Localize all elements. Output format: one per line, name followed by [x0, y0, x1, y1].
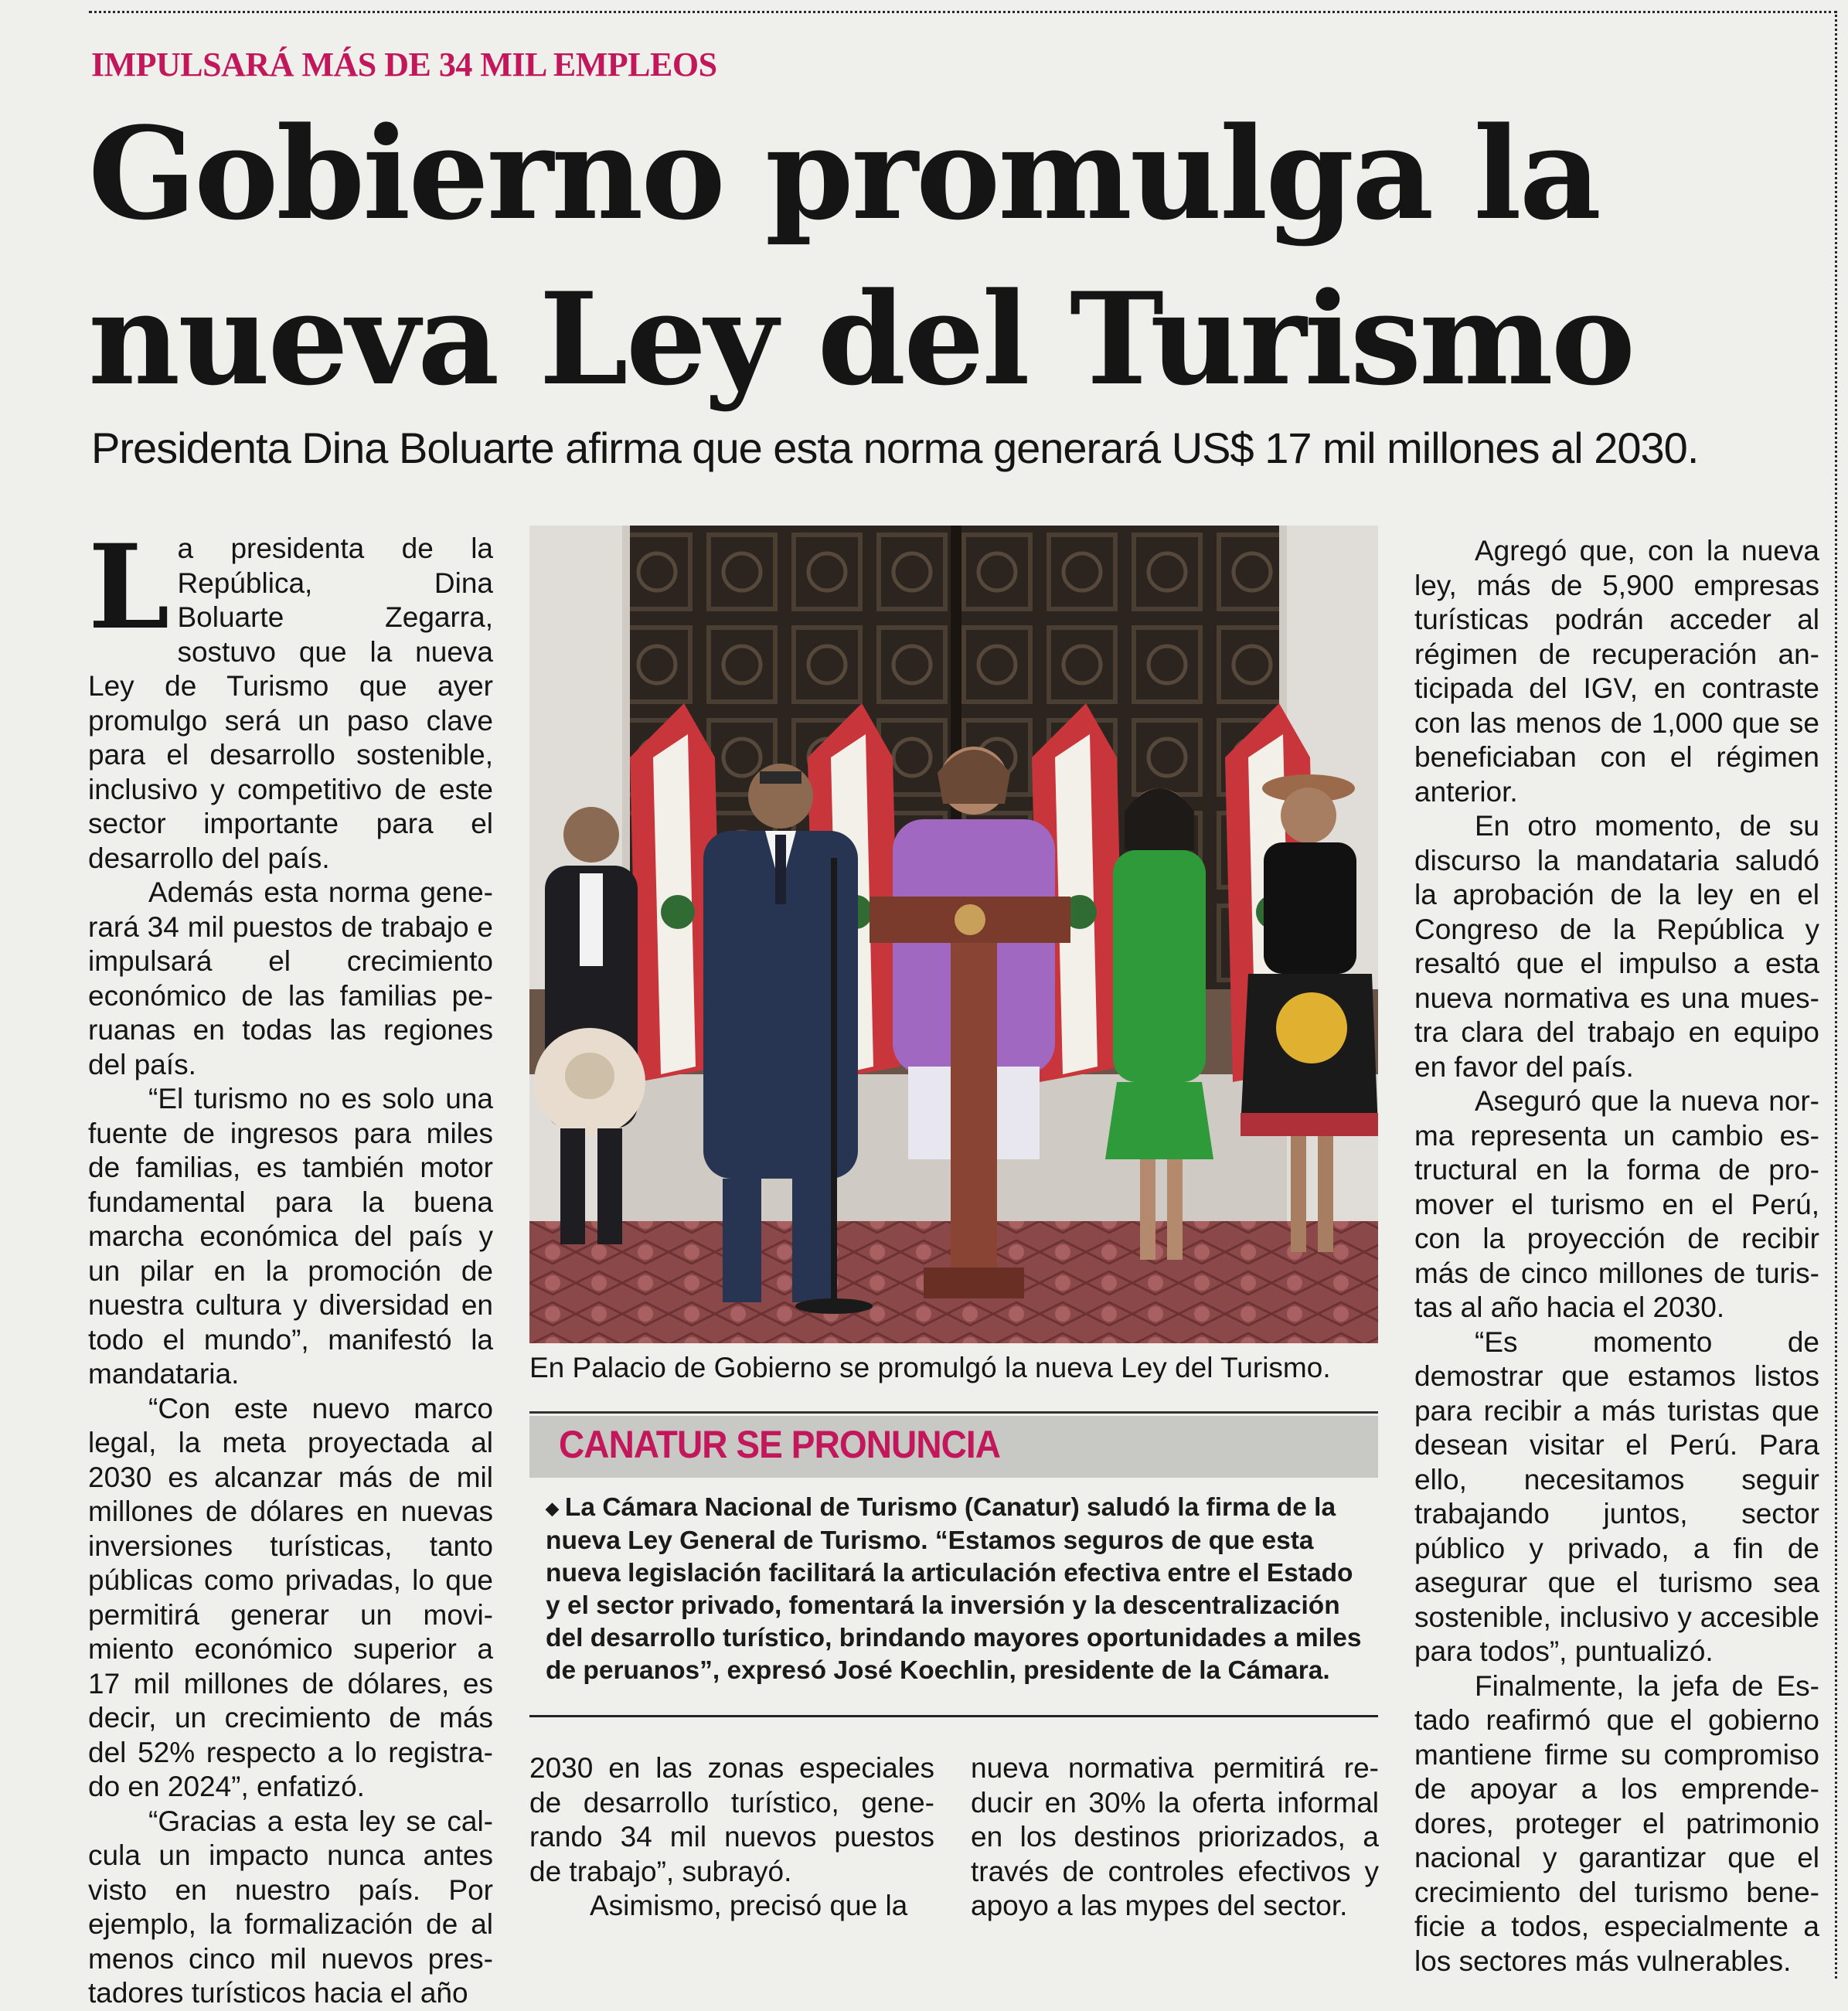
- paragraph: “Con este nuevo marco legal, la meta proyectada al 2030 es alcanzar más de mil millones de dólares en nuevas inversiones turísticas, tanto públicas como privadas, lo que permitirá generar un movimiento económico superior a 17 mil millones de dólares, es decir, un crecimiento de más del 52% respecto a lo registrado en 2024”, enfatizó.: [88, 1392, 493, 1802]
- sidebar-title: CANATUR SE PRONUNCIA: [559, 1423, 1001, 1466]
- headline-line-1: Gobierno promulga la: [88, 99, 1600, 248]
- paragraph: Aseguró que la nueva norma representa un cambio estructural en la forma de promover el turismo en el Perú, con la proyección de recibir más de cinco millones de turistas al año hacia el 2030.: [1414, 1085, 1819, 1323]
- headline-line-2: nueva Ley del Turismo: [88, 264, 1634, 413]
- article-subheadline: Presidenta Dina Boluarte afirma que esta norma generará US$ 17 mil millones al 2030.: [91, 424, 1699, 472]
- sidebar-top-rule: [529, 1411, 1378, 1414]
- diamond-bullet-icon: ◆: [546, 1499, 559, 1519]
- sidebar-body: [546, 1492, 1365, 1687]
- photo-illustration: [529, 526, 1378, 1343]
- article-column-2: [529, 1751, 934, 1924]
- paragraph: La presidenta de la República, Dina Boluarte Zegarra, sostuvo que la nueva Ley de Turismo que ayer promulgo será un paso clave para el desarrollo sostenible, inclusivo y competitivo de este sector importante para el desarrollo del país.: [88, 519, 493, 874]
- drop-cap: L: [88, 519, 170, 655]
- page-right-dotted-rule: [1835, 11, 1837, 1979]
- article-photo: [529, 526, 1378, 1343]
- article-column-1: [88, 519, 493, 2011]
- photo-caption: En Palacio de Gobierno se promulgó la nueva Ley del Turismo.: [529, 1352, 1331, 1383]
- paragraph: “Gracias a esta ley se calcula un impacto nunca antes visto en nuestro país. Por ejemplo, la formalización de al menos cinco mil nuevos prestadores turísticos hacia el año: [88, 1805, 493, 2009]
- microphone-stand: [831, 858, 837, 1306]
- paragraph: Además esta norma generará 34 mil puestos de trabajo e impulsará el crecimiento económico de las familias peruanas en todas las regiones del país.: [88, 876, 493, 1080]
- article-column-4: [1414, 534, 1819, 1979]
- paragraph: 2030 en las zonas especiales de desarrollo turístico, generando 34 mil nuevos puestos de trabajo”, subrayó.: [529, 1752, 934, 1887]
- sidebar-bottom-rule: [529, 1715, 1378, 1717]
- paragraph: Finalmente, la jefa de Estado reafirmó que el gobierno mantiene firme su compromiso de apoyar a los emprendedores, proteger el patrimonio nacional y garantizar que el crecimiento del turismo beneficie a todos, especialmente a los sectores más vulnerables.: [1414, 1669, 1819, 1977]
- article-headline: [88, 91, 1788, 422]
- paragraph: Asimismo, precisó que la: [590, 1890, 908, 1921]
- sidebar-text: La Cámara Nacional de Turismo (Canatur) saludó la firma de la nueva Ley General de Turismo. “Estamos seguros de que esta nueva legislación facilitará la articulación efectiva entre el Estado y el sector privado, fomentará la inversión y la descentralización del desarrollo turístico, brindando mayores oportunidades a miles de peruanos”, expresó José Koechlin, presidente de la Cámara.: [546, 1493, 1362, 1686]
- paragraph: “Es momento de demostrar que estamos listos para recibir a más turistas que desean visitar el Perú. Para ello, necesitamos seguir trabajando juntos, sector público y privado, a fin de asegurar que el turismo sea sostenible, inclusivo y accesible para todos”, puntualizó.: [1414, 1325, 1819, 1667]
- paragraph: Agregó que, con la nueva ley, más de 5,900 empresas turísticas podrán acceder al régimen de recuperación anticipada del IGV, en contraste con las menos de 1,000 que se beneficiaban con el régimen anterior.: [1414, 535, 1819, 808]
- article-column-3: [971, 1751, 1379, 1924]
- paragraph: nueva normativa permitirá reducir en 30% la oferta informal en los destinos priorizados, a través de controles efectivos y apoyo a las mypes del sector.: [971, 1752, 1379, 1921]
- paragraph: “El turismo no es solo una fuente de ingresos para miles de familias, es también motor fundamental para la buena marcha económica del país y un pilar en la promoción de nuestra cultura y diversidad en todo el mundo”, manifestó la mandataria.: [88, 1083, 493, 1390]
- paragraph: En otro momento, de su discurso la mandataria saludó la aprobación de la ley en el Congreso de la República y resaltó que el impulso a esta nueva normativa es una muestra clara del trabajo en equipo en favor del país.: [1414, 810, 1819, 1083]
- sidebar-header: [529, 1416, 1378, 1478]
- article-kicker: IMPULSARÁ MÁS DE 34 MIL EMPLEOS: [91, 46, 717, 83]
- page-top-dotted-rule: [89, 11, 1837, 13]
